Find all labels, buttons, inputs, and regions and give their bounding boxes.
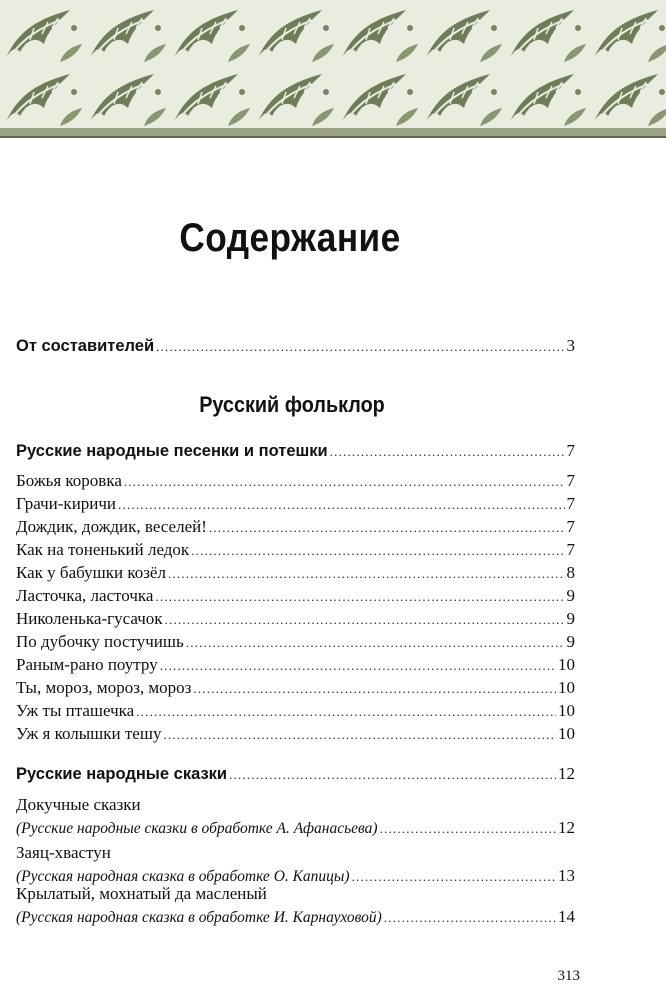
dot-leader — [352, 869, 556, 885]
toc-entry-label: Уж ты пташечка — [16, 701, 135, 720]
toc-entry-page: 9 — [566, 609, 575, 628]
toc-entry-label: Ты, мороз, мороз, мороз — [16, 678, 192, 697]
toc-entry-page: 10 — [558, 724, 575, 743]
toc-entry-label: Ласточка, ласточка — [16, 586, 154, 605]
toc-entry-note[interactable] — [16, 907, 575, 927]
toc-heading-label: Русские народные сказки — [16, 765, 228, 783]
toc-entry[interactable] — [16, 494, 575, 514]
toc-entry[interactable] — [16, 678, 575, 698]
toc-entry-page: 3 — [566, 336, 575, 355]
tale-title[interactable]: Крылатый, мохнатый да масленый — [16, 884, 267, 903]
toc-entry-label: Божья коровка — [16, 471, 122, 490]
toc-entry[interactable] — [16, 471, 575, 491]
toc-entry-note-label: (Русская народная сказка в обработке И. Карнауховой) — [16, 909, 382, 926]
dot-leader — [136, 704, 556, 720]
toc-entry[interactable] — [16, 701, 575, 721]
toc-entry-label: Уж я колышки тешу — [16, 724, 162, 743]
dot-leader — [168, 566, 565, 582]
toc-entry-label: Как у бабушки козёл — [16, 563, 166, 582]
decorative-leaf-banner — [0, 0, 666, 140]
dot-leader — [165, 612, 565, 628]
tale-title[interactable]: Докучные сказки — [16, 795, 141, 814]
toc-heading-page: 7 — [566, 441, 575, 460]
footer-page-number: 313 — [557, 968, 580, 984]
toc-heading-songs[interactable] — [16, 441, 575, 461]
dot-leader — [160, 658, 556, 674]
toc-entry-page: 9 — [566, 632, 575, 651]
dot-leader — [191, 543, 564, 559]
toc-entry-label: Раным-рано поутру — [16, 655, 158, 674]
section-title: Русский фольклор — [199, 392, 385, 417]
toc-entry-note[interactable] — [16, 818, 575, 838]
toc-entry-label: Как на тоненький ледок — [16, 540, 190, 559]
toc-entry-label: Дождик, дождик, веселей! — [16, 517, 207, 536]
dot-leader — [209, 520, 565, 536]
toc-entry[interactable] — [16, 632, 575, 652]
toc-heading-tales[interactable] — [16, 764, 575, 784]
toc-entry-page: 7 — [566, 471, 575, 490]
toc-entry-page: 8 — [566, 563, 575, 582]
dot-leader — [229, 767, 556, 783]
toc-entry-label: От составителей — [16, 337, 155, 355]
toc-entry-page: 10 — [558, 701, 575, 720]
toc-entry[interactable] — [16, 540, 575, 560]
toc-entry-page: 10 — [558, 655, 575, 674]
leaf-ornament-graphic — [0, 0, 666, 140]
toc-entry-label: Грачи-киричи — [16, 494, 117, 513]
tale-title[interactable]: Заяц-хвастун — [16, 843, 111, 862]
page-title: Содержание — [179, 216, 401, 260]
toc-entry-page: 7 — [566, 540, 575, 559]
dot-leader — [384, 910, 556, 926]
toc-entry-page: 10 — [558, 678, 575, 697]
toc-entry-note-label: (Русские народные сказки в обработке А. Афанасьева) — [16, 820, 378, 837]
toc-heading-page: 12 — [558, 764, 575, 783]
toc-entry-intro[interactable] — [16, 336, 575, 356]
toc-entry-page: 14 — [558, 907, 575, 926]
dot-leader — [118, 497, 564, 513]
dot-leader — [124, 474, 565, 490]
toc-entry-page: 7 — [566, 517, 575, 536]
dot-leader — [155, 589, 564, 605]
toc-entry[interactable] — [16, 563, 575, 583]
toc-entry-note-label: (Русская народная сказка в обработке О. Капицы) — [16, 868, 350, 885]
toc-entry-page: 13 — [558, 866, 575, 885]
toc-entry[interactable] — [16, 609, 575, 629]
toc-entry-label: Николенька-гусачок — [16, 609, 163, 628]
dot-leader — [156, 339, 564, 355]
dot-leader — [186, 635, 565, 651]
toc-entry[interactable] — [16, 724, 575, 744]
toc-entry[interactable] — [16, 586, 575, 606]
toc-entry[interactable] — [16, 655, 575, 675]
toc-entry-note[interactable] — [16, 866, 575, 886]
toc-entry-page: 12 — [558, 818, 575, 837]
dot-leader — [193, 681, 556, 697]
toc-entry-page: 7 — [566, 494, 575, 513]
dot-leader — [330, 444, 565, 460]
dot-leader — [163, 727, 556, 743]
toc-heading-label: Русские народные песенки и потешки — [16, 442, 328, 460]
toc-entry[interactable] — [16, 517, 575, 537]
dot-leader — [380, 821, 556, 837]
toc-entry-page: 9 — [566, 586, 575, 605]
toc-entry-label: По дубочку постучишь — [16, 632, 184, 651]
